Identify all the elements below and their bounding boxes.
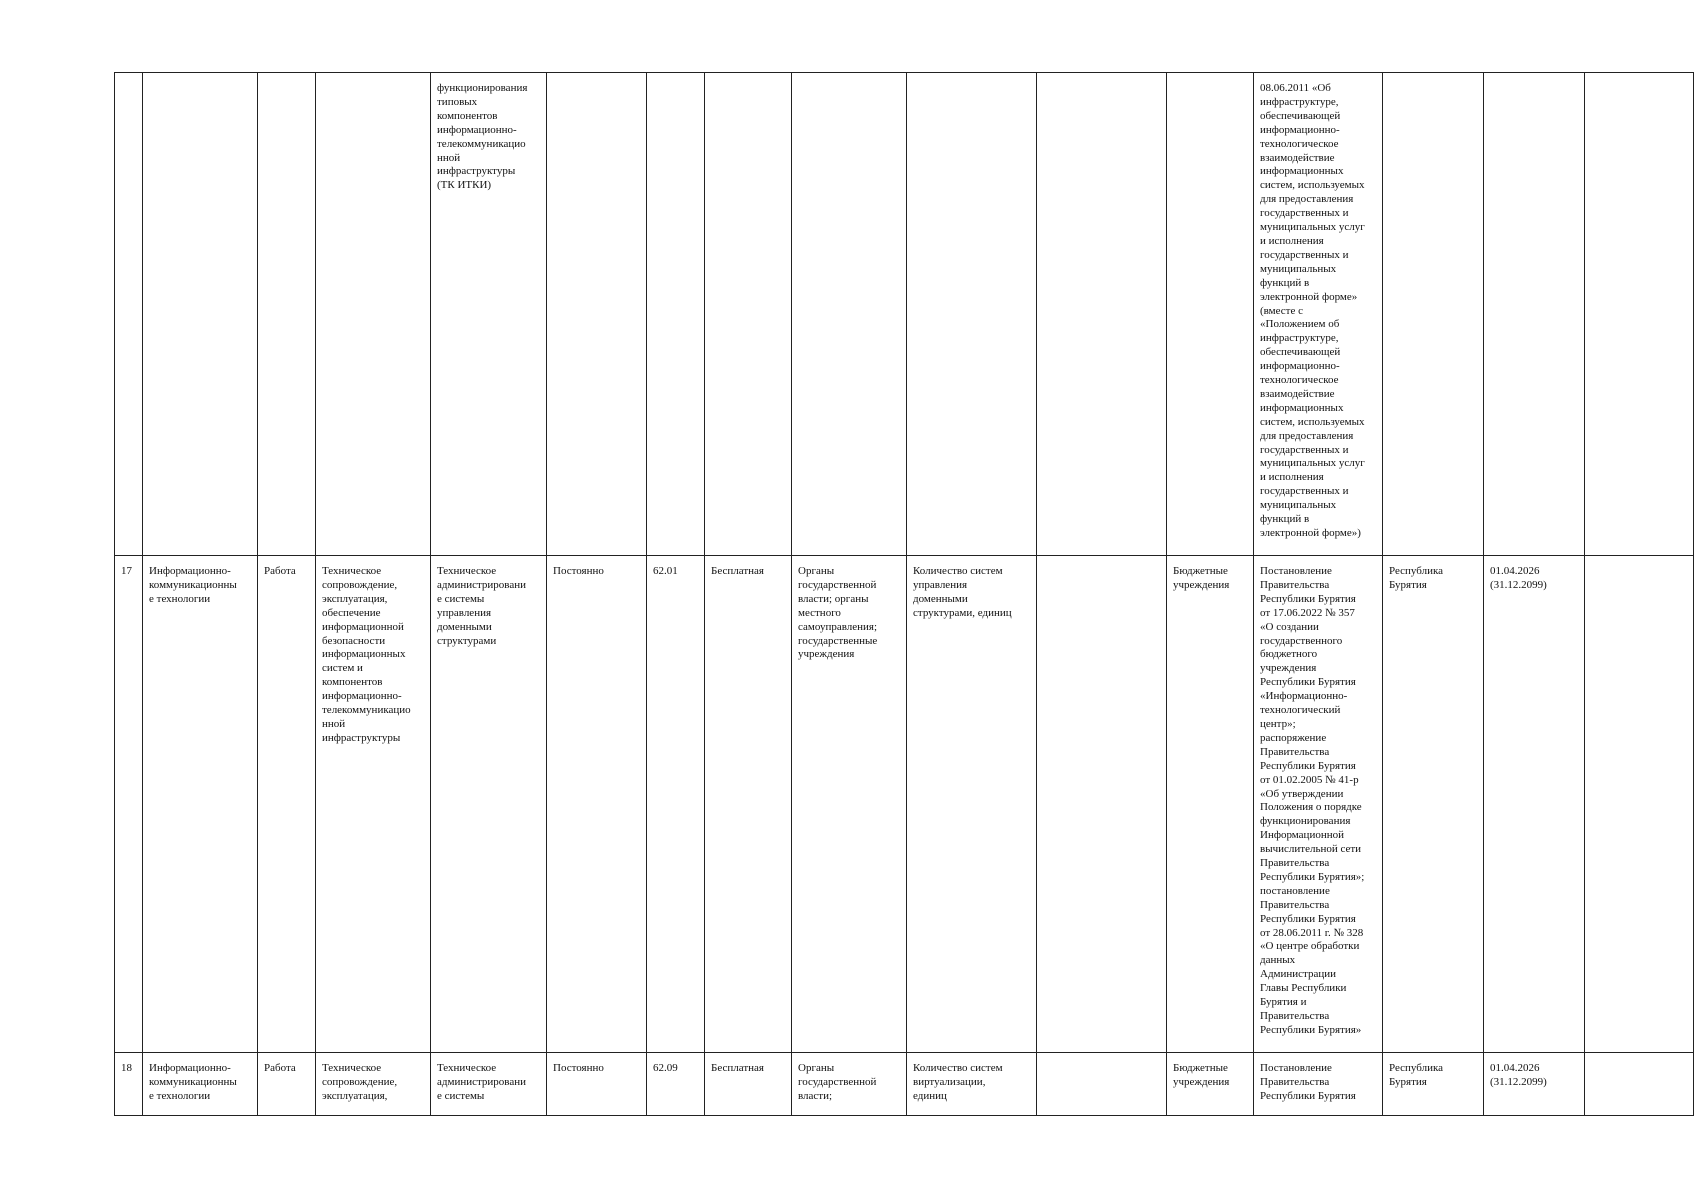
type-cell [258,73,316,556]
last-column-cell [1585,73,1694,556]
date-cell [1484,73,1585,556]
payment-cell: Бесплатная [705,1053,792,1116]
row-number-cell: 17 [115,556,143,1053]
payment-cell [705,73,792,556]
type-cell: Работа [258,1053,316,1116]
indicator-cell [907,73,1037,556]
row-number-cell [115,73,143,556]
work-name-cell: Техническое администрировани е системы [431,1053,547,1116]
institution-type-cell: Бюджетные учреждения [1167,1053,1254,1116]
activity-area-cell [143,73,258,556]
consumers-cell: Органы государственной власти; органы местного самоуправления; государственные учреждения [792,556,907,1053]
payment-cell: Бесплатная [705,556,792,1053]
content-cell: Техническое сопровождение, эксплуатация, [316,1053,431,1116]
empty-cell [1037,1053,1167,1116]
indicator-cell: Количество систем управления доменными структурами, единиц [907,556,1037,1053]
work-name-cell: функционирования типовых компонентов информационно- телекоммуникацио нной инфраструктуры (ТК ИТКИ) [431,73,547,556]
last-column-cell [1585,1053,1694,1116]
content-cell: Техническое сопровождение, эксплуатация, обеспечение информационной безопасности информационных систем и компонентов информационно- телекоммуникацио нной инфраструктуры [316,556,431,1053]
table-row [115,1053,1694,1116]
legal-basis-cell: Постановление Правительства Республики Бурятия [1254,1053,1383,1116]
activity-area-cell: Информационно- коммуникационны е технологии [143,1053,258,1116]
empty-cell [1037,556,1167,1053]
table-row [115,73,1694,556]
legal-basis-cell: Постановление Правительства Республики Бурятия от 17.06.2022 № 357 «О создании государственного бюджетного учреждения Республики Бурятия «Информационно- технологический центр»; распоряжение Правительства Республики Бурятия от 01.02.2005 № 41-р «Об утверждении Положения о порядке функционирования Информационной вычислительной сети Правительства Республики Бурятия»; постановление Правительства Республики Бурятия от 28.06.2011 г. № 328 «О центре обработки данных Администрации Главы Республики Бурятия и Правительства Республики Бурятия» [1254,556,1383,1053]
services-table [114,72,1694,1116]
period-cell: Постоянно [547,556,647,1053]
empty-cell [1037,73,1167,556]
institution-type-cell: Бюджетные учреждения [1167,556,1254,1053]
region-cell: Республика Бурятия [1383,556,1484,1053]
region-cell: Республика Бурятия [1383,1053,1484,1116]
institution-type-cell [1167,73,1254,556]
region-cell [1383,73,1484,556]
indicator-cell: Количество систем виртуализации, единиц [907,1053,1037,1116]
period-cell: Постоянно [547,1053,647,1116]
row-number-cell: 18 [115,1053,143,1116]
table-row [115,556,1694,1053]
work-name-cell: Техническое администрировани е системы управления доменными структурами [431,556,547,1053]
legal-basis-cell: 08.06.2011 «Об инфраструктуре, обеспечивающей информационно- технологическое взаимодействие информационных систем, используемых для предоставления государственных и муниципальных услуг и исполнения государственных и муниципальных функций в электронной форме» (вместе с «Положением об инфраструктуре, обеспечивающей информационно- технологическое взаимодействие информационных систем, используемых для предоставления государственных и муниципальных услуг и исполнения государственных и муниципальных функций в электронной форме») [1254,73,1383,556]
consumers-cell: Органы государственной власти; [792,1053,907,1116]
last-column-cell [1585,556,1694,1053]
okved-cell [647,73,705,556]
okved-cell: 62.01 [647,556,705,1053]
consumers-cell [792,73,907,556]
okved-cell: 62.09 [647,1053,705,1116]
date-cell: 01.04.2026 (31.12.2099) [1484,1053,1585,1116]
period-cell [547,73,647,556]
date-cell: 01.04.2026 (31.12.2099) [1484,556,1585,1053]
activity-area-cell: Информационно- коммуникационны е технологии [143,556,258,1053]
type-cell: Работа [258,556,316,1053]
content-cell [316,73,431,556]
